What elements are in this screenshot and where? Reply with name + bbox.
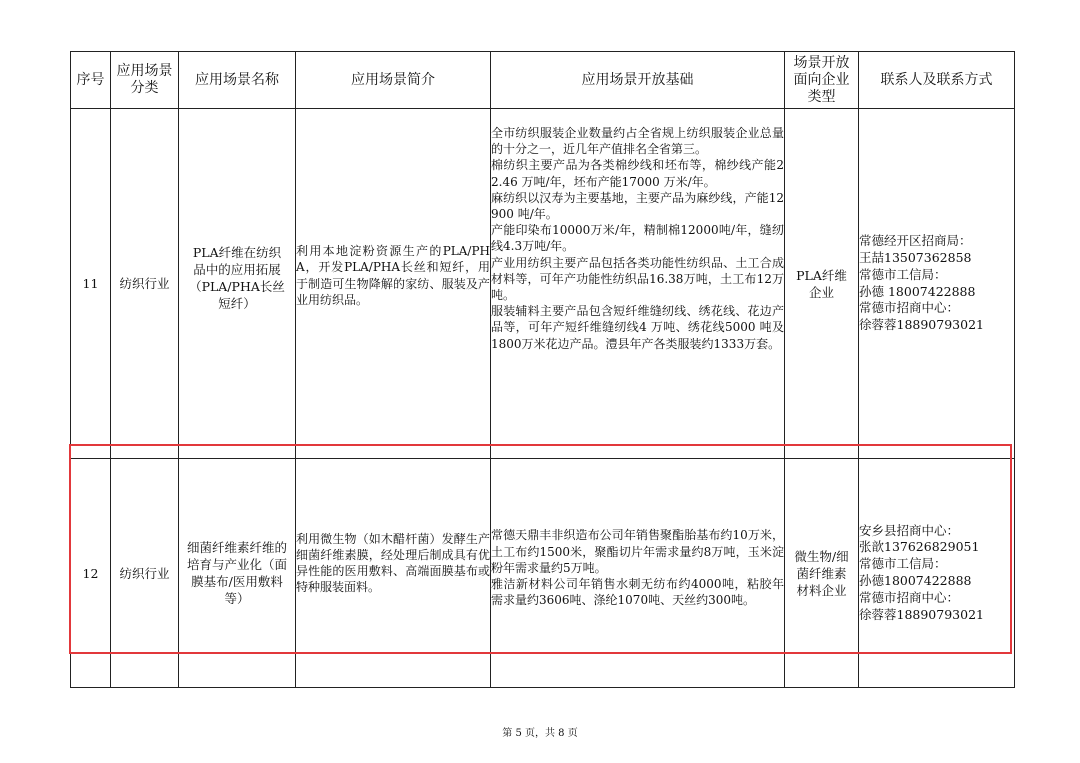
basis-line: 全市纺织服装企业数量约占全省规上纺织服装企业总量的十分之一，近几年产值排名全省第三。 — [491, 126, 784, 157]
contact-line: 常德市招商中心： — [859, 300, 960, 316]
contact-line: 孙德 18007422888 — [859, 283, 976, 299]
cell-basis — [491, 109, 785, 459]
header-name: 应用场景名称 — [179, 52, 296, 109]
cell-contacts — [859, 459, 1015, 688]
contact-line: 常德市招商中心： — [859, 589, 960, 605]
basis-line: 棉纺织主要产品为各类棉纱线和坯布等，棉纱线产能22.46 万吨/年，坯布产能17000 万米/年。 — [491, 158, 784, 189]
contact-line: 孙德18007422888 — [859, 573, 972, 588]
cell-enterprise: PLA纤维企业 — [785, 109, 859, 459]
basis-line: 常德天鼎丰非织造布公司年销售聚酯胎基布约10万米，土工布约1500米，聚酯切片年需求量约8万吨，玉米淀粉年需求量约5万吨。 — [491, 528, 784, 575]
cell-intro: 利用本地淀粉资源生产的PLA/PHA，开发PLA/PHA长丝和短纤，用于制造可生物降解的家纺、服装及产业用纺织品。 — [296, 109, 491, 459]
basis-line: 雅洁新材料公司年销售水刺无纺布约4000吨，粘胶年需求量约3606吨、涤纶1070吨、天丝约300吨。 — [491, 577, 784, 608]
cell-contacts — [859, 109, 1015, 459]
contact-line: 常德经开区招商局： — [859, 233, 972, 249]
header-category — [111, 52, 179, 109]
contact-line: 常德市工信局： — [859, 556, 947, 572]
contact-line: 徐蓉蓉18890793021 — [859, 606, 984, 622]
basis-line: 产业用纺织主要产品包括各类功能性纺织品、土工合成材料等，可年产功能性纺织品16.38万吨，土工布12万吨。 — [491, 255, 784, 303]
header-row — [71, 52, 1015, 109]
table-row — [71, 459, 1015, 688]
header-no: 序号 — [71, 52, 111, 109]
scenario-table — [70, 51, 1015, 688]
header-enterprise-text: 场景开放 面向企业 类型 — [793, 54, 850, 105]
header-intro: 应用场景简介 — [296, 52, 491, 109]
page-footer: 第 5 页，共 8 页 — [502, 728, 578, 739]
header-category-text: 应用场景 分类 — [116, 63, 173, 96]
cell-no: 11 — [71, 109, 111, 459]
cell-enterprise: 微生物/细菌纤维素材料企业 — [785, 459, 859, 688]
header-contacts: 联系人及联系方式 — [859, 52, 1015, 109]
basis-line: 服装辅料主要产品包含短纤维缝纫线、绣花线、花边产品等，可年产短纤维缝纫线4 万吨、绣花线5000 吨及1800万米花边产品。澧县年产各类服装约1333万套。 — [491, 304, 784, 351]
header-basis: 应用场景开放基础 — [491, 52, 785, 109]
cell-name: 细菌纤维素纤维的培育与产业化（面膜基布/医用敷料等） — [179, 459, 296, 688]
basis-line: 麻纺织以汉寿为主要基地，主要产品为麻纱线，产能12900 吨/年。 — [491, 190, 784, 222]
table-row — [71, 109, 1015, 459]
cell-no: 12 — [71, 459, 111, 688]
cell-category: 纺织行业 — [111, 459, 179, 688]
basis-line: 产能印染布10000万米/年，精制棉12000吨/年，缝纫线4.3万吨/年。 — [491, 223, 784, 254]
cell-basis — [491, 459, 785, 688]
cell-category: 纺织行业 — [111, 109, 179, 459]
cell-intro: 利用微生物（如木醋杆菌）发酵生产细菌纤维素膜，经处理后制成具有优异性能的医用敷料、高端面膜基布或特种服装面料。 — [296, 459, 491, 688]
contact-line: 徐蓉蓉18890793021 — [859, 317, 984, 333]
cell-name: PLA纤维在纺织品中的应用拓展（PLA/PHA长丝短纤） — [179, 109, 296, 459]
contact-line: 王喆13507362858 — [859, 249, 972, 265]
contact-line: 张歆137626829051 — [859, 539, 980, 555]
header-enterprise — [785, 52, 859, 109]
contact-line: 安乡县招商中心： — [859, 522, 960, 538]
contact-line: 常德市工信局： — [859, 266, 947, 282]
